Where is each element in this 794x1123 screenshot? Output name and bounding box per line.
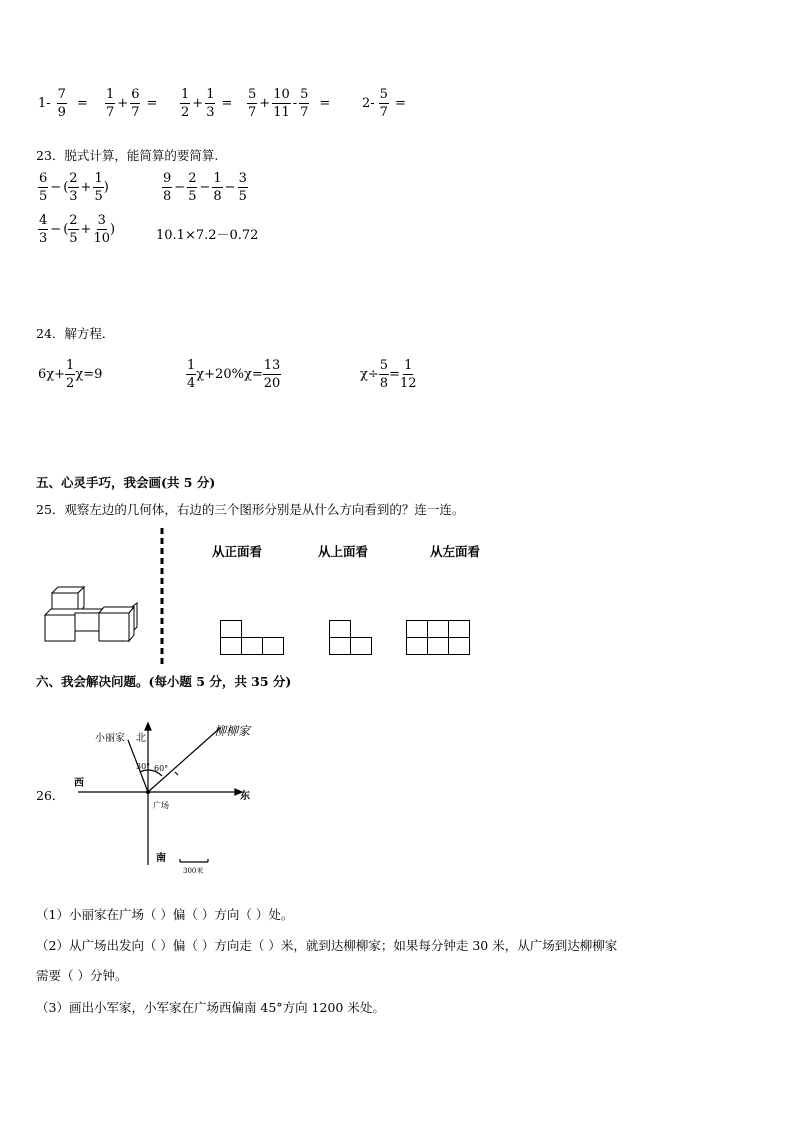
q23-expr-c: $\frac{4}{3}$ − ( $\frac{2}{5}$ + $\frac{3}{10}$ ) (39, 213, 116, 246)
q26-part-1: （1）小丽家在广场（ ）偏（ ）方向（ ）处。 (36, 907, 294, 922)
q26-number: 26． (36, 788, 65, 803)
fraction: $\frac{13}{20}$ (263, 358, 281, 391)
fraction: $\frac{2}{3}$ (69, 171, 78, 204)
fraction: $\frac{1}{2}$ (66, 358, 75, 391)
q24-title: 24．解方程． (36, 326, 115, 341)
fraction: $\frac{1}{12}$ (399, 358, 417, 391)
map-label-north: 北 (136, 733, 146, 744)
fraction: $\frac{5}{7}$ (379, 87, 388, 120)
map-angle-60: 60° (154, 764, 169, 773)
map-label-liuliu: 柳柳家 (214, 724, 251, 738)
map-label-xiaoli: 小丽家 (95, 733, 125, 744)
q23-expr-d: 10.1×7.2－0.72 (156, 228, 259, 243)
map-scale-label: 300米 (183, 867, 204, 875)
fraction: $\frac{4}{3}$ (39, 213, 48, 246)
view-label-top: 从上面看 (318, 544, 369, 559)
fraction: $\frac{6}{7}$ (131, 87, 140, 120)
q24-eq-c: χ÷ $\frac{5}{8}$ = $\frac{1}{12}$ (360, 358, 417, 391)
q26-part-3: （3）画出小军家，小军家在广场西偏南 45°方向 1200 米处。 (36, 1000, 385, 1015)
q24-eq-b: $\frac{1}{4}$ χ+20%χ= $\frac{13}{20}$ (187, 358, 281, 391)
fraction: $\frac{2}{5}$ (188, 171, 197, 204)
expr-2: $\frac{1}{7}$ + $\frac{6}{7}$ = (106, 87, 158, 120)
fraction: $\frac{1}{3}$ (206, 87, 215, 120)
map-label-east: 东 (240, 791, 250, 802)
expr-3: $\frac{1}{2}$ + $\frac{1}{3}$ = (181, 87, 233, 120)
fraction: $\frac{10}{11}$ (273, 87, 290, 120)
fraction: $\frac{1}{4}$ (187, 358, 196, 391)
fraction: $\frac{1}{8}$ (213, 171, 222, 204)
section-5-heading: 五、心灵手巧，我会画(共 5 分) (36, 475, 216, 490)
fraction: $\frac{3}{5}$ (238, 171, 247, 204)
fraction: $\frac{3}{10}$ (93, 213, 110, 246)
fraction: $\frac{7}{9}$ (57, 87, 66, 120)
fraction: $\frac{6}{5}$ (39, 171, 48, 204)
map-label-west: 西 (74, 778, 84, 789)
q26-part-2: （2）从广场出发向（ ）偏（ ）方向走（ ）米，就到达柳柳家；如果每分钟走 30 米，从广场到达柳柳家 (36, 938, 618, 953)
view-label-front: 从正面看 (212, 544, 263, 559)
section-6-heading: 六、我会解决问题。(每小题 5 分，共 35 分) (36, 674, 292, 689)
expr-5: 2- $\frac{5}{7}$ = (362, 87, 406, 120)
fraction: $\frac{1}{7}$ (106, 87, 115, 120)
fraction: $\frac{1}{2}$ (181, 87, 190, 120)
cube-solid-figure (40, 585, 144, 645)
q23-expr-b: $\frac{9}{8}$ − $\frac{2}{5}$ − $\frac{1}{8}$ − $\frac{3}{5}$ (163, 171, 247, 204)
fraction: $\frac{5}{7}$ (248, 87, 257, 120)
map-label-south: 南 (156, 853, 166, 864)
fraction: $\frac{5}{8}$ (379, 358, 389, 391)
map-angle-30: 30° (136, 762, 151, 771)
q26-part-2b: 需要（ ）分钟。 (36, 968, 128, 983)
q23-expr-a: $\frac{6}{5}$ − ( $\frac{2}{3}$ + $\frac{1}{5}$ ) (39, 171, 109, 204)
view-label-left: 从左面看 (430, 544, 481, 559)
q25-title: 25．观察左边的几何体，右边的三个图形分别是从什么方向看到的？连一连。 (36, 502, 465, 517)
map-label-center: 广场 (153, 801, 169, 810)
q24-eq-a: 6χ+ $\frac{1}{2}$ χ=9 (38, 358, 103, 391)
fraction: $\frac{5}{7}$ (300, 87, 309, 120)
expr-4: $\frac{5}{7}$ + $\frac{10}{11}$ - $\frac{5}{7}$ = (248, 87, 331, 120)
fraction: $\frac{9}{8}$ (163, 171, 172, 204)
expr-1: 1- $\frac{7}{9}$ = (38, 87, 88, 120)
q23-title: 23．脱式计算，能简算的要简算. (36, 148, 219, 163)
dashed-divider (160, 528, 164, 668)
fraction: $\frac{2}{5}$ (69, 213, 78, 246)
fraction: $\frac{1}{5}$ (94, 171, 103, 204)
